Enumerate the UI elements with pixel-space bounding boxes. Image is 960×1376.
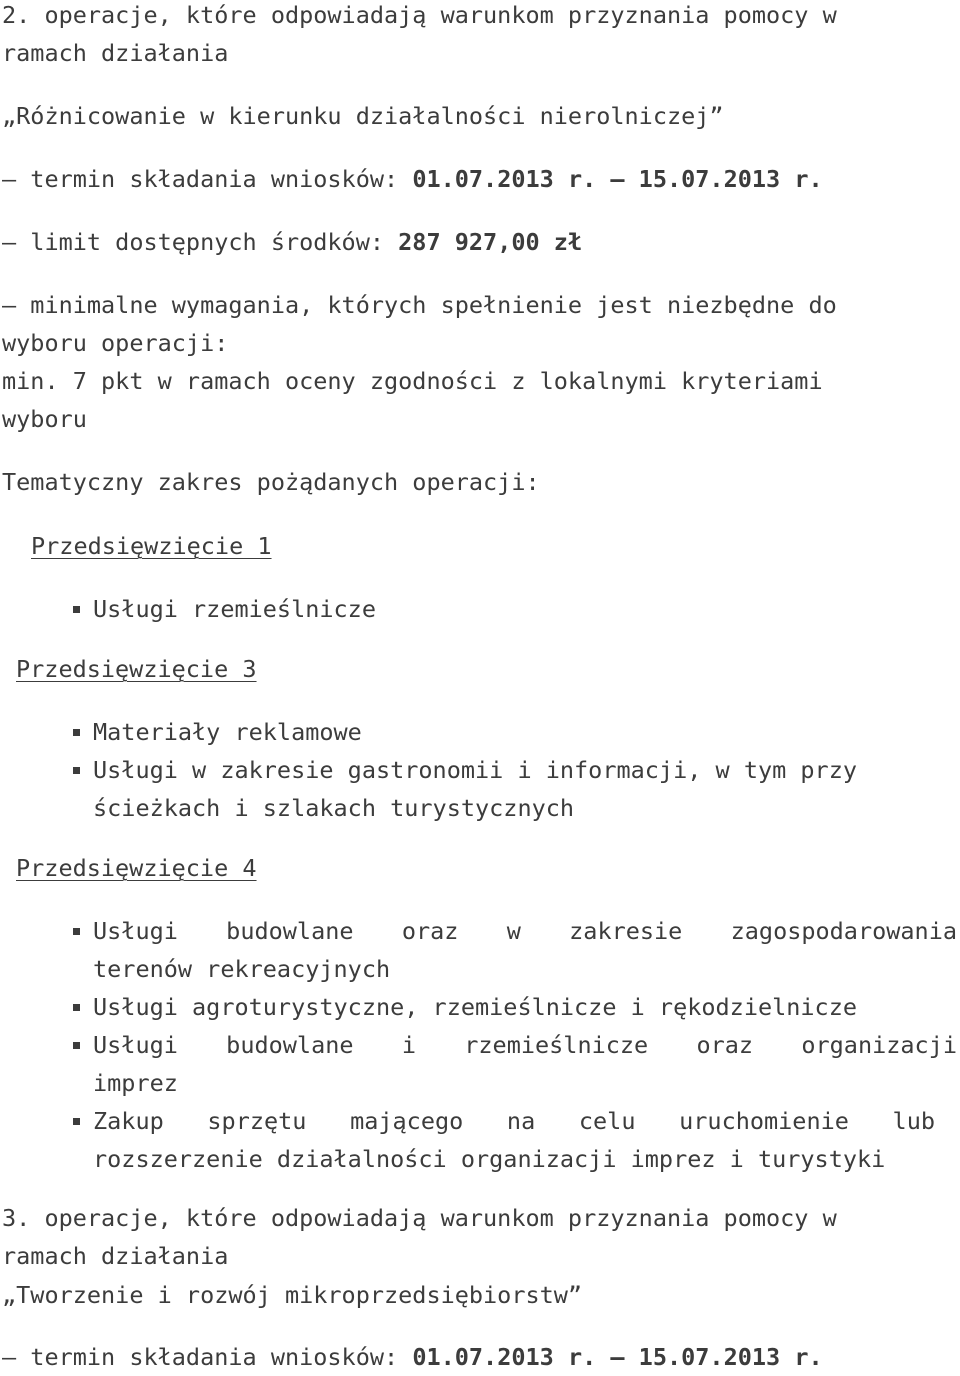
- section-2-limit: [2, 223, 582, 261]
- section-3-action-name: „Tworzenie i rozwój mikroprzedsiębiorstw”: [2, 1281, 583, 1309]
- deadline-label: – termin składania wniosków:: [2, 165, 413, 193]
- limit-label: – limit dostępnych środków:: [2, 228, 399, 256]
- bullet-icon: [73, 1004, 80, 1011]
- list-item-continuation: terenów rekreacyjnych: [93, 955, 391, 983]
- undertaking-4-title: Przedsięwzięcie 4: [16, 854, 257, 882]
- min-requirements-line-3: min. 7 pkt w ramach oceny zgodności z lokalnymi kryteriami: [2, 367, 823, 395]
- section-3-deadline: [2, 1338, 823, 1376]
- section-2-action-name: „Różnicowanie w kierunku działalności nierolniczej”: [2, 102, 724, 130]
- list-item: Materiały reklamowe: [93, 718, 362, 746]
- section-2-deadline: [2, 160, 823, 198]
- list-item-continuation: imprez: [93, 1069, 178, 1097]
- min-requirements-line-4: wyboru: [2, 405, 87, 433]
- list-item-continuation: rozszerzenie działalności organizacji imprez i turystyki: [93, 1145, 886, 1173]
- section-3-heading-line-2: ramach działania: [2, 1242, 229, 1270]
- section-3-heading-line-1: 3. operacje, które odpowiadają warunkom przyznania pomocy w: [2, 1204, 837, 1232]
- list-item: Usługi rzemieślnicze: [93, 595, 376, 623]
- bullet-icon: [73, 729, 80, 736]
- bullet-icon: [73, 767, 80, 774]
- list-item: Usługi budowlane oraz w zakresie zagospodarowania: [93, 917, 957, 945]
- list-item-continuation: ścieżkach i szlakach turystycznych: [93, 794, 575, 822]
- min-requirements-line-2: wyboru operacji:: [2, 329, 229, 357]
- undertaking-1-title: Przedsięwzięcie 1: [31, 532, 272, 560]
- deadline-value: 01.07.2013 r. – 15.07.2013 r.: [412, 1343, 823, 1371]
- section-2-heading-line-2: ramach działania: [2, 39, 229, 67]
- limit-value: 287 927,00 zł: [398, 228, 583, 256]
- deadline-label: – termin składania wniosków:: [2, 1343, 413, 1371]
- list-item: Usługi agroturystyczne, rzemieślnicze i rękodzielnicze: [93, 993, 858, 1021]
- list-item: Zakup sprzętu mającego na celu uruchomienie lub: [93, 1107, 935, 1135]
- undertaking-3-title: Przedsięwzięcie 3: [16, 655, 257, 683]
- list-item: Usługi budowlane i rzemieślnicze oraz organizacji: [93, 1031, 957, 1059]
- bullet-icon: [73, 606, 80, 613]
- bullet-icon: [73, 1042, 80, 1049]
- section-2-heading-line-1: 2. operacje, które odpowiadają warunkom przyznania pomocy w: [2, 1, 837, 29]
- bullet-icon: [73, 928, 80, 935]
- min-requirements-line-1: – minimalne wymagania, których spełnienie jest niezbędne do: [2, 291, 837, 319]
- thematic-scope-heading: Tematyczny zakres pożądanych operacji:: [2, 468, 540, 496]
- deadline-value: 01.07.2013 r. – 15.07.2013 r.: [412, 165, 823, 193]
- bullet-icon: [73, 1118, 80, 1125]
- list-item: Usługi w zakresie gastronomii i informacji, w tym przy: [93, 756, 858, 784]
